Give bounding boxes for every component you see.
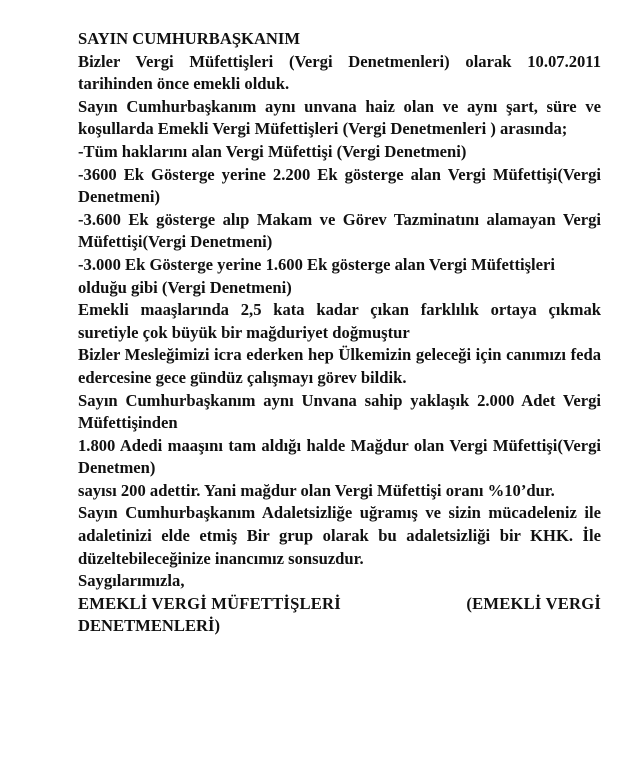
paragraph-inspector-count: Sayın Cumhurbaşkanım aynı Unvana sahip yaklaşık 2.000 Adet Vergi Müfettişinden <box>78 390 601 433</box>
paragraph-intro-comparison: Sayın Cumhurbaşkanım aynı unvana haiz olan ve aynı şart, süre ve koşullarda Emekli Vergi Müfettişleri (Vergi Denetmenleri ) arasında; <box>78 96 601 139</box>
signature-right: (EMEKLİ VERGİ <box>466 593 601 613</box>
list-continuation: olduğu gibi (Vergi Denetmeni) <box>78 277 292 297</box>
list-item-2200-indicator: -3600 Ek Gösterge yerine 2.200 Ek gösterge alan Vergi Müfettişi(Vergi Denetmeni) <box>78 164 601 207</box>
list-item-full-rights: -Tüm haklarını alan Vergi Müfettişi (Vergi Denetmeni) <box>78 141 467 161</box>
list-item-no-compensation: -3.600 Ek gösterge alıp Makam ve Görev Tazminatını alamayan Vergi Müfettişi(Vergi Denetmeni) <box>78 209 601 252</box>
salutation: SAYIN CUMHURBAŞKANIM <box>78 29 301 48</box>
paragraph-pension-difference: Emekli maaşlarında 2,5 kata kadar çıkan farklılık ortaya çıkmak suretiyle çok büyük bir mağduriyet doğmuştur <box>78 300 601 342</box>
paragraph-victim-ratio: sayısı 200 adettir. Yani mağdur olan Vergi Müfettişi oranı %10’dur. <box>78 480 555 500</box>
signature-left: EMEKLİ VERGİ MÜFETTİŞLERİ <box>78 593 341 613</box>
paragraph-full-salary-count: 1.800 Adedi maaşını tam aldığı halde Mağdur olan Vergi Müfettişi(Vergi Denetmen) <box>78 435 601 478</box>
paragraph-request: Sayın Cumhurbaşkanım Adaletsizliğe uğramış ve sizin mücadeleniz ile adaletinizi elde etmiş Bir grup olarak bu adaletsizliği bir KHK. İle düzeltebileceğinize inancımız sonsuzdur. <box>78 503 601 568</box>
signature-line <box>78 593 601 616</box>
paragraph-dedication: Bizler Mesleğimizi icra ederken hep Ülkemizin geleceği için canımızı feda edercesine gece gündüz çalışmayı görev bildik. <box>78 345 601 387</box>
closing: Saygılarımızla, <box>78 571 185 591</box>
petition-letter <box>78 28 601 638</box>
list-item-1600-indicator: -3.000 Ek Gösterge yerine 1.600 Ek gösterge alan Vergi Müfettişleri <box>78 254 555 274</box>
signature-second-line: DENETMENLERİ) <box>78 616 220 636</box>
paragraph-retirement: Bizler Vergi Müfettişleri (Vergi Denetmenleri) olarak 10.07.2011 tarihinden önce emekli olduk. <box>78 51 601 94</box>
